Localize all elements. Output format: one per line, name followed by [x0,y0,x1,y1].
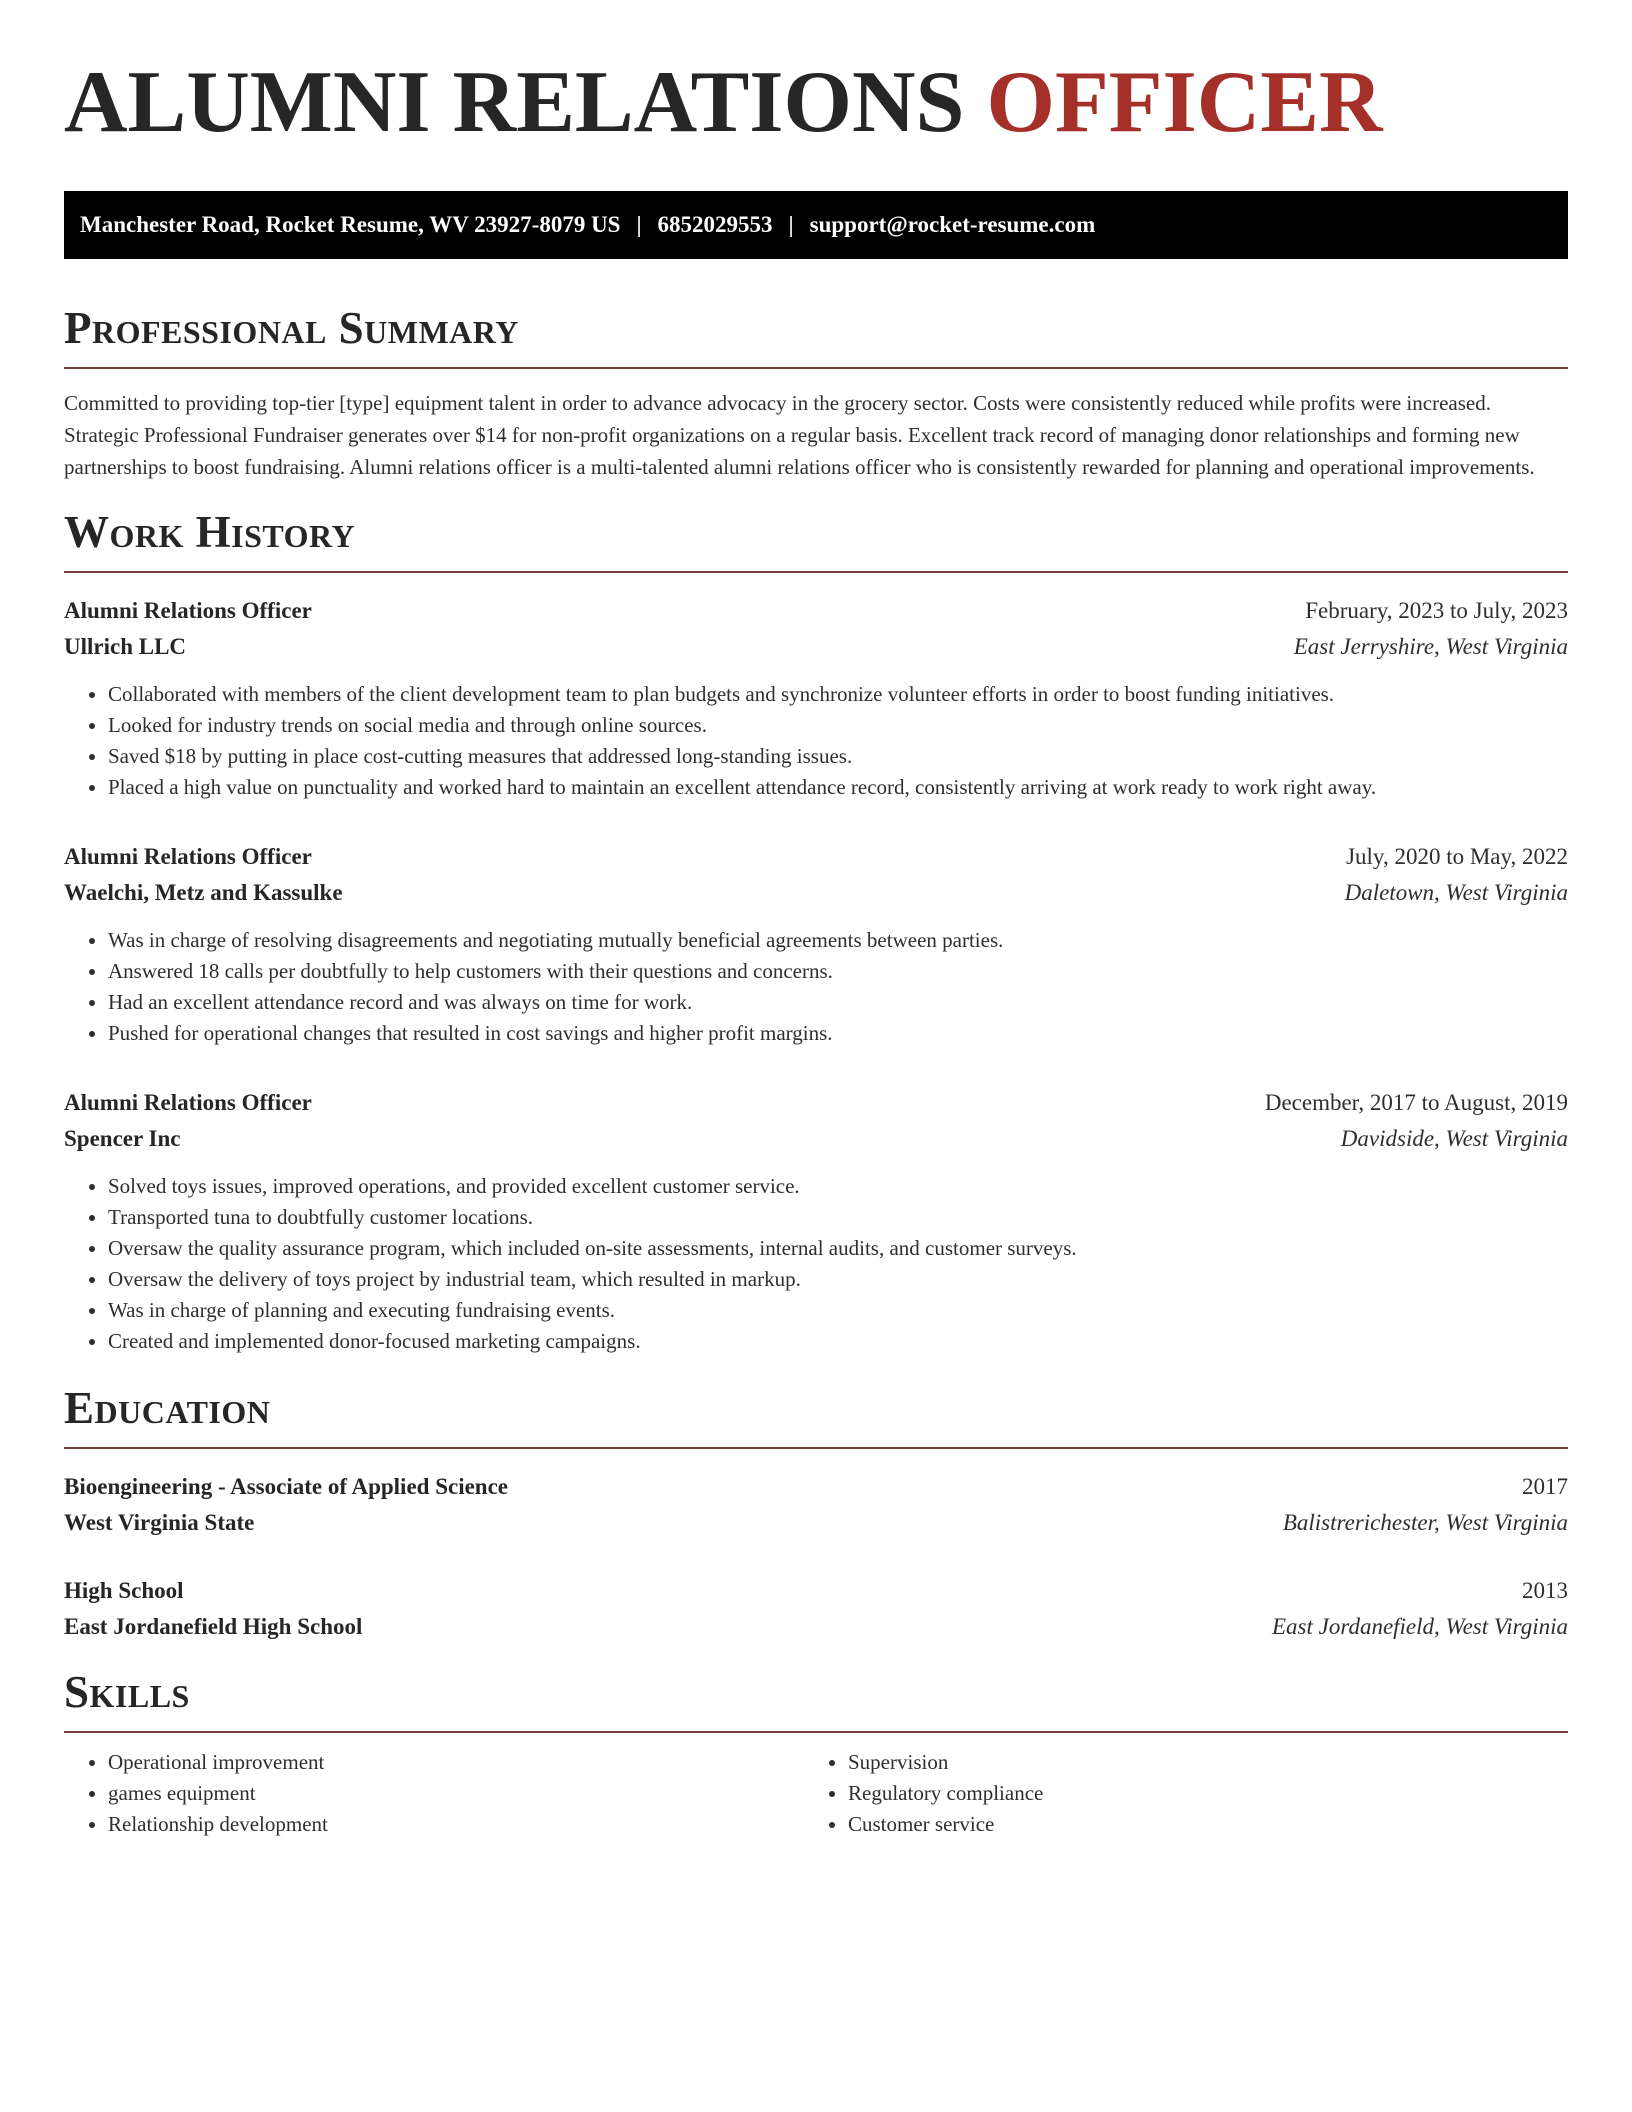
edu-degree: High School [64,1578,184,1603]
resume-name [64,54,1568,151]
job-dates: July, 2020 to May, 2022 [1346,844,1568,869]
contact-bar [64,191,1568,259]
job-bullet: • Solved toys issues, improved operations, and provided excellent customer service. [108,1171,1568,1202]
edu-location: East Jordanefield, West Virginia [1272,1614,1568,1639]
edu-school: West Virginia State [64,1510,255,1535]
job-bullet: • Created and implemented donor-focused marketing campaigns. [108,1326,1568,1357]
section-divider [64,367,1568,369]
job-role: Alumni Relations Officer [64,1090,312,1115]
section-title: Skills [64,1667,190,1717]
job-bullet: • Transported tuna to doubtfully customer locations. [108,1202,1568,1233]
job-bullet: • Answered 18 calls per doubtfully to help customers with their questions and concerns. [108,956,1568,987]
job-bullet: • Oversaw the quality assurance program, which included on-site assessments, internal audits, and customer surveys. [108,1233,1568,1264]
contact-address: Manchester Road, Rocket Resume, WV 23927-8079 US [80,212,621,237]
job-company: Spencer Inc [64,1126,181,1151]
job-entry [64,839,1568,1049]
section-divider [64,1731,1568,1733]
skills-grid [64,1747,1568,1840]
job-company: Ullrich LLC [64,634,187,659]
job-entry [64,593,1568,803]
section-divider [64,1447,1568,1449]
contact-separator: | [636,212,642,237]
job-bullet: • Was in charge of planning and executing fundraising events. [108,1295,1568,1326]
edu-location: Balistrerichester, West Virginia [1282,1510,1568,1535]
contact-phone: 6852029553 [657,212,773,237]
job-bullets [64,925,1568,1049]
section-title: Education [64,1383,271,1433]
job-bullet: • Placed a high value on punctuality and worked hard to maintain an excellent attendance record, consistently arriving at work ready to work right away. [108,772,1568,803]
skills-column-right [804,1747,1544,1840]
skill-item: • Operational improvement [108,1747,804,1778]
section-title: Professional Summary [64,303,519,353]
job-location: East Jerryshire, West Virginia [1293,634,1568,659]
edu-degree: Bioengineering - Associate of Applied Science [64,1474,509,1499]
skill-item: • Supervision [848,1747,1544,1778]
education-entry [64,1573,1568,1645]
job-bullets [64,679,1568,803]
summary-text: Committed to providing top-tier [type] equipment talent in order to advance advocacy in the grocery sector. Costs were consistently reduced while profits were increased. Strategic Professional Fundraiser generates over $14 for non-profit organizations on a regular basis. Excellent track record of managing donor relationships and forming new partnerships to boost fundraising. Alumni relations officer is a multi-talented alumni relations officer who is consistently rewarded for planning and operational improvements. [64,391,1535,479]
education-section [64,1383,1568,1645]
job-location: Daletown, West Virginia [1344,880,1568,905]
edu-school: East Jordanefield High School [64,1614,363,1639]
job-dates: December, 2017 to August, 2019 [1264,1090,1568,1115]
job-bullets [64,1171,1568,1357]
job-dates: February, 2023 to July, 2023 [1305,598,1568,623]
name-part-1: ALUMNI RELATIONS [64,54,965,151]
job-bullet: • Looked for industry trends on social media and through online sources. [108,710,1568,741]
contact-email: support@rocket-resume.com [809,212,1096,237]
section-divider [64,571,1568,573]
job-entry [64,1085,1568,1357]
edu-year: 2013 [1522,1578,1568,1603]
work-history-section [64,507,1568,1357]
section-title: Work History [64,507,356,557]
job-role: Alumni Relations Officer [64,598,312,623]
skill-item: • Regulatory compliance [848,1778,1544,1809]
edu-year: 2017 [1522,1474,1568,1499]
name-part-2: OFFICER [986,54,1383,151]
job-bullet: • Collaborated with members of the client development team to plan budgets and synchronize volunteer efforts in order to boost funding initiatives. [108,679,1568,710]
job-location: Davidside, West Virginia [1340,1126,1568,1151]
skills-section [64,1667,1568,1840]
job-bullet: • Had an excellent attendance record and was always on time for work. [108,987,1568,1018]
job-bullet: • Was in charge of resolving disagreements and negotiating mutually beneficial agreements between parties. [108,925,1568,956]
skill-item: • Customer service [848,1809,1544,1840]
job-role: Alumni Relations Officer [64,844,312,869]
contact-separator: | [788,212,794,237]
education-entry [64,1469,1568,1541]
skill-item: • games equipment [108,1778,804,1809]
summary-section [64,303,1568,483]
job-bullet: • Oversaw the delivery of toys project by industrial team, which resulted in markup. [108,1264,1568,1295]
skill-item: • Relationship development [108,1809,804,1840]
job-bullet: • Saved $18 by putting in place cost-cutting measures that addressed long-standing issues. [108,741,1568,772]
skills-column-left [64,1747,804,1840]
job-bullet: • Pushed for operational changes that resulted in cost savings and higher profit margins. [108,1018,1568,1049]
job-company: Waelchi, Metz and Kassulke [64,880,343,905]
